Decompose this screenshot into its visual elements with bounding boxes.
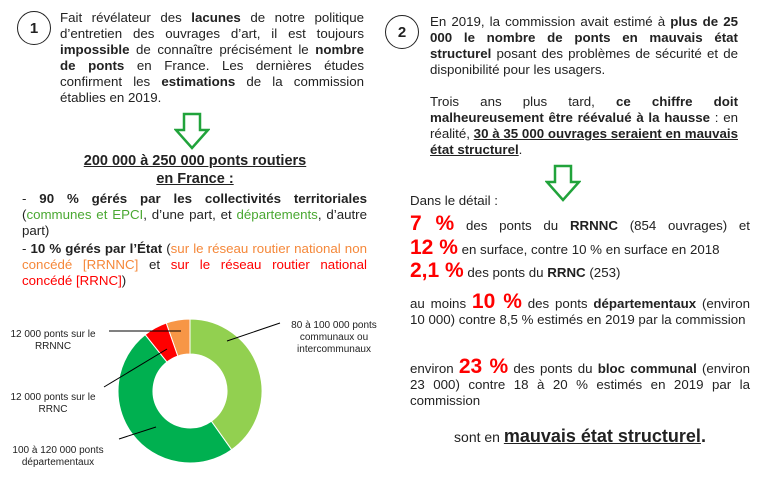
detail-heading: Dans le détail : [410,193,498,208]
headline: 200 000 à 250 000 ponts routiers en France : [83,153,307,187]
label-departementaux: 100 à 120 000 ponts départementaux [12,445,104,468]
step-badge-1: 1 [17,11,51,45]
detail-communal: environ 23 % des ponts du bloc communal (environ 23 000) contre 18 à 20 % estimés en 2019 par la commission [410,355,750,408]
paragraph-2019: En 2019, la commission avait estimé à plus de 25 000 le nombre de ponts en mauvais état structurel posant des problèmes de sécurité et de disponibilité pour les usagers. [430,14,738,77]
intro-paragraph: Fait révélateur des lacunes de notre politique d’entretien des ouvrages d’art, il est toujours impossible de connaître précisément le nombre de ponts en France. Les dernières études confirment les estimations de la commission établies en 2019. [60,10,364,105]
label-rrnc: 12 000 ponts sur le RRNC [10,392,96,415]
detail-departementaux: au moins 10 % des ponts départementaux (environ 10 000) contre 8,5 % estimés en 2019 par la commission [410,290,750,327]
down-arrow-icon [174,112,210,150]
label-communaux: 80 à 100 000 ponts communaux ou intercommunaux [291,320,377,355]
paragraph-trois-ans: Trois ans plus tard, ce chiffre doit malheureusement être réévalué à la hausse : en réalité, 30 à 35 000 ouvrages seraient en mauvais état structurel. [430,94,739,157]
bullet-collectivites: - 90 % gérés par les collectivités territoriales (communes et EPCI, d’une part, et départements, d’autre part) [22,191,368,238]
step-badge-2: 2 [385,15,419,49]
label-rrnnc: 12 000 ponts sur le RRNNC [10,329,96,352]
detail-rrnnc: 7 % des ponts du RRNNC (854 ouvrages) et [410,212,750,235]
bullet-etat: - 10 % gérés par l’État (sur le réseau routier national non concédé [RRNNC] et sur le réseau routier national concédé [RRNC]) [22,241,367,288]
conclusion: sont en mauvais état structurel. [454,426,706,446]
detail-rrnc: 2,1 % des ponts du RRNC (253) [410,259,621,282]
down-arrow-icon [545,164,581,202]
detail-surface: 12 % en surface, contre 10 % en surface en 2018 [410,236,720,259]
